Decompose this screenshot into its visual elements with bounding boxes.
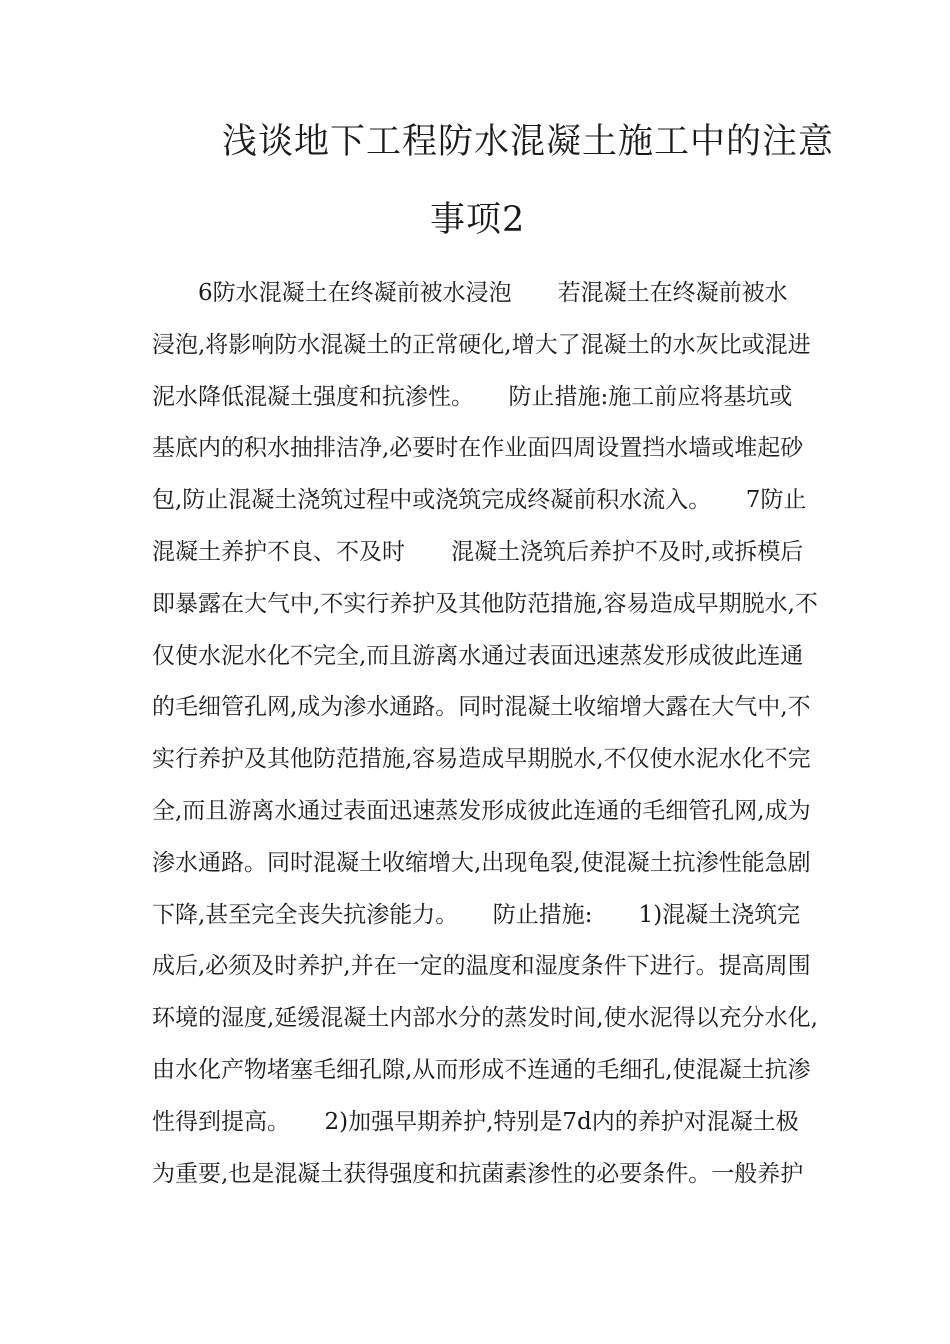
body-line: 性得到提高。 2)加强早期养护,特别是7d内的养护对混凝土极 <box>152 1108 799 1135</box>
body-line: 6防水混凝土在终凝前被水浸泡 若混凝土在终凝前被水 <box>152 280 788 306</box>
document-title-line-1: 浅谈地下工程防水混凝土施工中的注意 <box>222 122 835 162</box>
body-line: 基底内的积水抽排洁净,必要时在作业面四周设置挡水墙或堆起砂 <box>152 435 804 462</box>
body-line: 仅使水泥水化不完全,而且游离水通过表面迅速蒸发形成彼此连通 <box>152 642 804 669</box>
body-line: 混凝土养护不良、不及时 混凝土浇筑后养护不及时,或拆模后 <box>152 538 804 565</box>
body-line: 包,防止混凝土浇筑过程中或浇筑完成终凝前积水流入。 7防止 <box>152 487 807 514</box>
body-line: 实行养护及其他防范措施,容易造成早期脱水,不仅使水泥水化不完 <box>152 746 811 773</box>
body-line: 成后,必须及时养护,并在一定的温度和湿度条件下进行。提高周围 <box>152 953 811 980</box>
body-line: 浸泡,将影响防水混凝土的正常硬化,增大了混凝土的水灰比或混进 <box>152 331 811 358</box>
body-line: 泥水降低混凝土强度和抗渗性。 防止措施:施工前应将基坑或 <box>152 383 793 410</box>
body-line: 由水化产物堵塞毛细孔隙,从而形成不连通的毛细孔,使混凝土抗渗 <box>152 1056 811 1083</box>
body-line: 全,而且游离水通过表面迅速蒸发形成彼此连通的毛细管孔网,成为 <box>152 797 811 824</box>
body-line: 为重要,也是混凝土获得强度和抗菌素渗性的必要条件。一般养护 <box>152 1160 804 1187</box>
document-title-line-2: 事项2 <box>430 200 526 240</box>
body-line: 渗水通路。同时混凝土收缩增大,出现龟裂,使混凝土抗渗性能急剧 <box>152 849 811 876</box>
body-line: 即暴露在大气中,不实行养护及其他防范措施,容易造成早期脱水,不 <box>152 590 818 617</box>
body-line: 环境的湿度,延缓混凝土内部水分的蒸发时间,使水泥得以充分水化, <box>152 1005 818 1032</box>
body-line: 下降,甚至完全丧失抗渗能力。 防止措施: 1)混凝土浇筑完 <box>152 901 801 928</box>
document-body <box>152 274 818 1206</box>
body-line: 的毛细管孔网,成为渗水通路。同时混凝土收缩增大露在大气中,不 <box>152 694 811 721</box>
